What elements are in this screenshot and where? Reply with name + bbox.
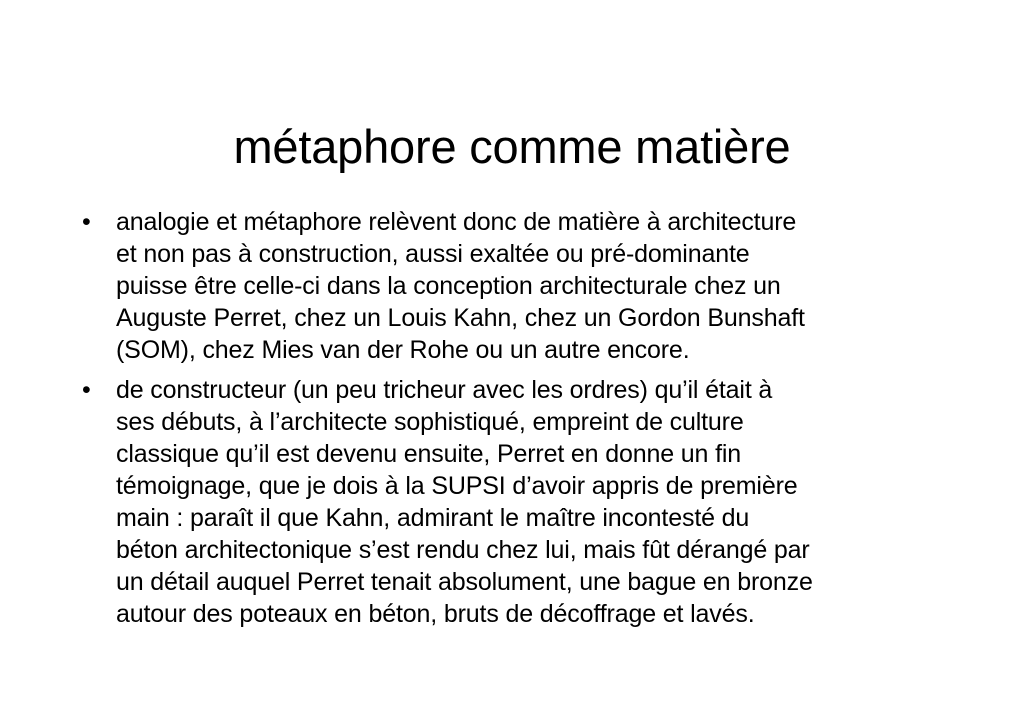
bullet-line: analogie et métaphore relèvent donc de matière à architecture bbox=[116, 208, 797, 236]
bullet-line: (SOM), chez Mies van der Rohe ou un autre encore. bbox=[116, 336, 690, 364]
bullet-line: et non pas à construction, aussi exaltée ou pré-dominante bbox=[116, 240, 750, 268]
bullet-line: main : paraît il que Kahn, admirant le maître incontesté du bbox=[116, 504, 750, 532]
bullet-dot-icon: • bbox=[82, 208, 91, 236]
bullet-line: ses débuts, à l’architecte sophistiqué, empreint de culture bbox=[116, 408, 744, 436]
bullet-line: autour des poteaux en béton, bruts de décoffrage et lavés. bbox=[116, 600, 755, 628]
slide-title: métaphore comme matière bbox=[233, 120, 791, 173]
bullet-line: puisse être celle-ci dans la conception architecturale chez un bbox=[116, 272, 781, 300]
bullet-dot-icon: • bbox=[82, 376, 91, 404]
bullet-line: classique qu’il est devenu ensuite, Perret en donne un fin bbox=[116, 440, 742, 468]
bullet-list bbox=[80, 206, 960, 638]
bullet-line: Auguste Perret, chez un Louis Kahn, chez un Gordon Bunshaft bbox=[116, 304, 805, 332]
bullet-item bbox=[80, 206, 960, 366]
bullet-line: de constructeur (un peu tricheur avec les ordres) qu’il était à bbox=[116, 376, 773, 404]
bullet-line: témoignage, que je dois à la SUPSI d’avoir appris de première bbox=[116, 472, 798, 500]
bullet-line: un détail auquel Perret tenait absolument, une bague en bronze bbox=[116, 568, 813, 596]
bullet-item bbox=[80, 374, 960, 630]
bullet-line: béton architectonique s’est rendu chez lui, mais fût dérangé par bbox=[116, 536, 810, 564]
